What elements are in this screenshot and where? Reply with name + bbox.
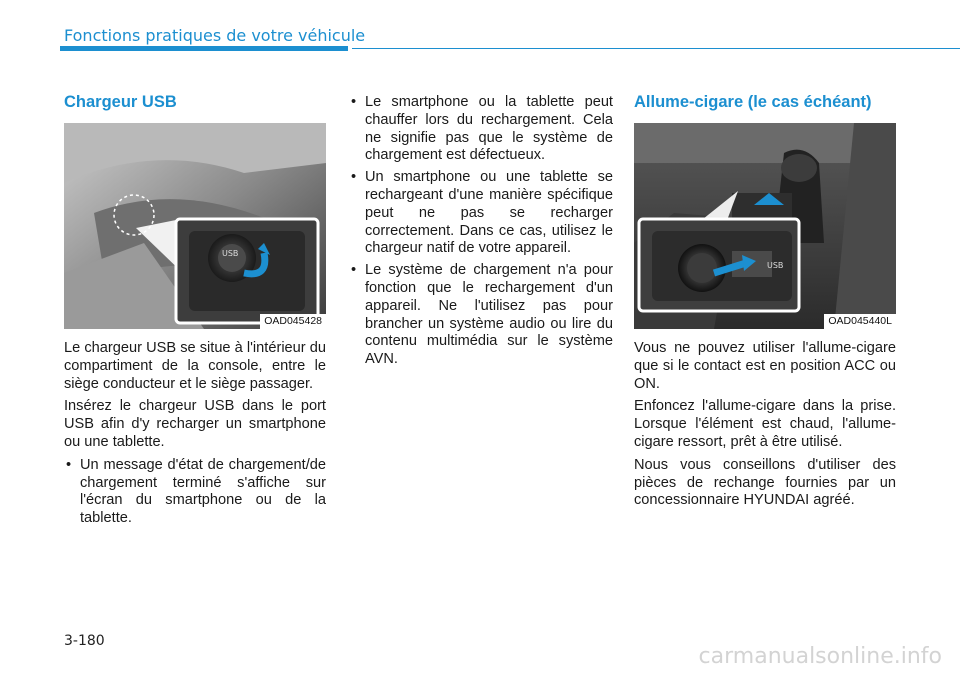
header-title: Fonctions pratiques de votre véhicule <box>64 26 366 45</box>
lighter-paragraph: Vous ne pouvez utiliser l'allume-cigare que si le contact est en position ACC ou ON. <box>634 340 896 392</box>
header-rule-thin <box>352 48 960 49</box>
usb-paragraph: Le chargeur USB se situe à l'intérieur du compartiment de la console, entre le siège conducteur et le siège passager. <box>64 340 326 392</box>
lighter-paragraph: Nous vous conseillons d'utiliser des pièces de rechange fournies par un concessionnaire HYUNDAI agréé. <box>634 456 896 509</box>
usb-section-title: Chargeur USB <box>64 93 177 111</box>
lighter-image-label: OAD045440L <box>824 314 896 329</box>
lighter-text <box>634 340 896 515</box>
cigarette-lighter-photo <box>634 123 896 329</box>
usb-port-text: USB <box>222 249 239 258</box>
header-rule-thick <box>60 46 348 51</box>
lighter-section-title: Allume-cigare (le cas échéant) <box>634 93 872 111</box>
usb-bullet: • Un message d'état de chargement/de chargement terminé s'affiche sur l'écran du smartphone ou de la tablette. <box>64 457 326 528</box>
page-number: 3-180 <box>64 633 105 649</box>
lighter-paragraph: Enfoncez l'allume-cigare dans la prise. Lorsque l'élément est chaud, l'allume-cigare ressort, prêt à être utilisé. <box>634 398 896 450</box>
usb-image-label: OAD045428 <box>260 314 326 329</box>
usb-bullet: • Le système de chargement n'a pour fonction que le rechargement d'un appareil. Ne l'utilisez pas pour brancher un système audio ou lire du contenu multimédia sur le système AVN. <box>349 262 613 369</box>
usb-middle-text <box>349 94 613 373</box>
usb-left-text <box>64 340 326 532</box>
usb-paragraph: Insérez le chargeur USB dans le port USB afin d'y recharger un smartphone ou une tablette. <box>64 398 326 450</box>
usb-bullet: • Le smartphone ou la tablette peut chauffer lors du rechargement. Cela ne signifie pas que le système de chargement est défectueux. <box>349 94 613 165</box>
usb-charger-photo <box>64 123 326 329</box>
watermark: carmanualsonline.info <box>698 644 942 669</box>
lighter-usb-port-text: USB <box>767 261 784 270</box>
usb-bullet: • Un smartphone ou une tablette se rechargeant d'une manière spécifique peut ne pas se recharger correctement. Dans ce cas, utilisez le chargeur natif de votre appareil. <box>349 169 613 258</box>
